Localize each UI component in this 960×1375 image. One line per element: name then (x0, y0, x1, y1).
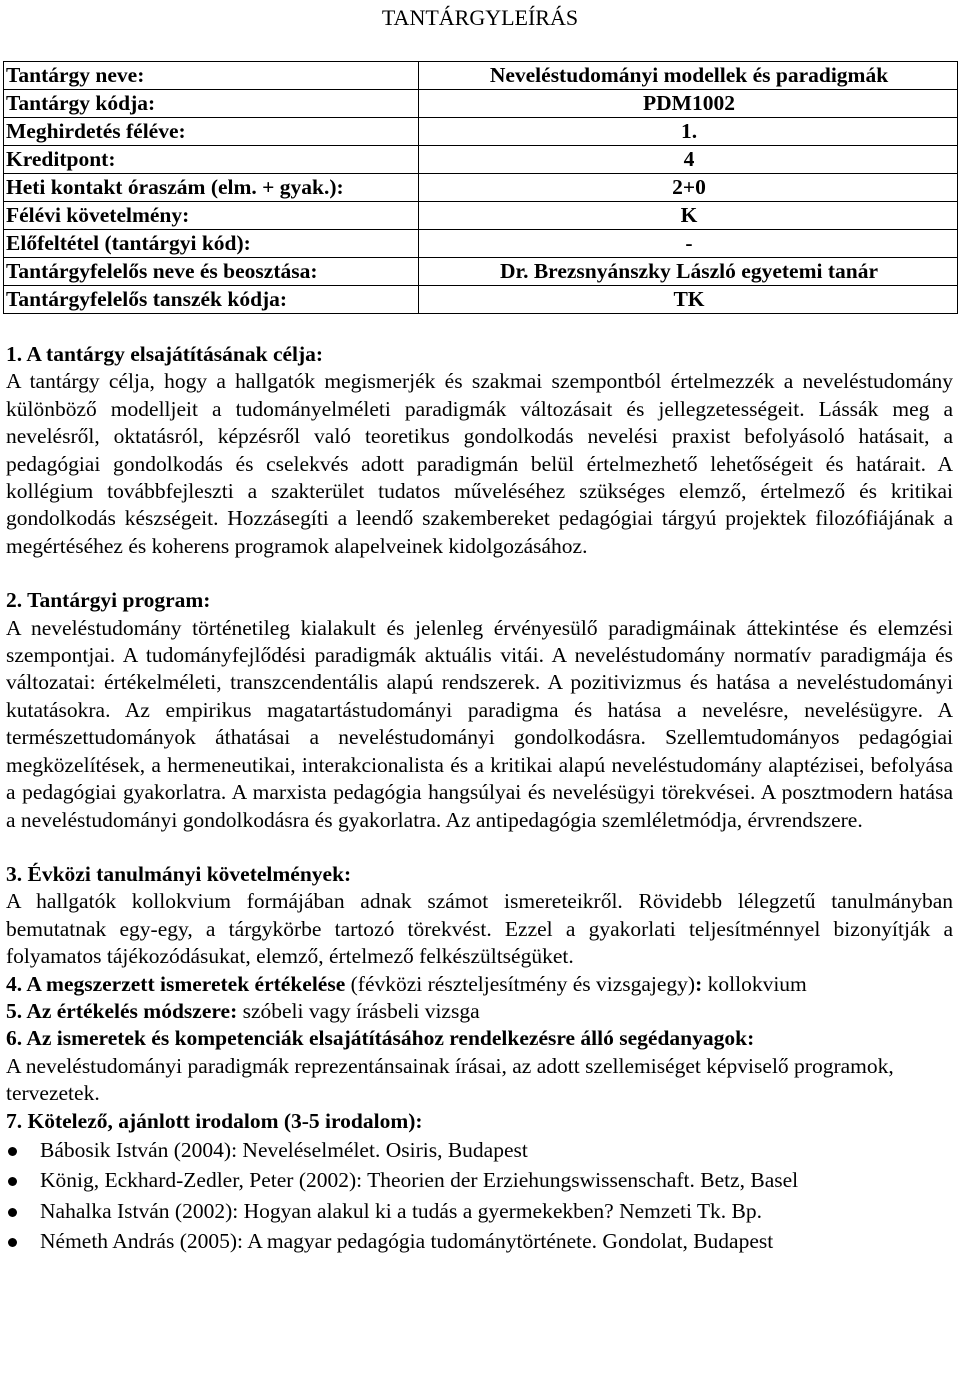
row-label: Félévi követelmény: (4, 202, 419, 230)
row-value: PDM1002 (419, 90, 958, 118)
section-4-value: kollokvium (707, 971, 807, 996)
table-row (4, 202, 958, 230)
section-4-heading: 4. A megszerzett ismeretek értékelése (6, 971, 346, 996)
bullet-icon (8, 1177, 17, 1186)
reference-text: Nahalka István (2002): Hogyan alakul ki a tudás a gyermekekben? Nemzeti Tk. Bp. (40, 1198, 763, 1223)
row-label: Heti kontakt óraszám (elm. + gyak.): (4, 174, 419, 202)
row-value: - (419, 230, 958, 258)
row-label: Kreditpont: (4, 146, 419, 174)
list-item (6, 1226, 953, 1257)
list-item (6, 1196, 953, 1227)
row-label: Tantárgy neve: (4, 62, 419, 90)
section-4-colon: : (695, 971, 708, 996)
row-label: Meghirdetés féléve: (4, 118, 419, 146)
section-3-heading: 3. Évközi tanulmányi követelmények: (6, 861, 352, 886)
table-row (4, 258, 958, 286)
section-7-heading: 7. Kötelező, ajánlott irodalom (3-5 irodalom): (6, 1108, 423, 1133)
bullet-icon (8, 1147, 17, 1156)
row-value: 2+0 (419, 174, 958, 202)
table-row (4, 174, 958, 202)
row-label: Tantárgyfelelős neve és beosztása: (4, 258, 419, 286)
table-row (4, 286, 958, 314)
row-label: Tantárgy kódja: (4, 90, 419, 118)
section-1-heading: 1. A tantárgy elsajátításának célja: (6, 342, 324, 366)
list-item (6, 1135, 953, 1166)
row-label: Előfeltétel (tantárgyi kód): (4, 230, 419, 258)
spacer (6, 560, 953, 587)
section-5-line (6, 998, 953, 1025)
section-4-line (6, 971, 953, 998)
reference-text: Németh András (2005): A magyar pedagógia tudománytörténete. Gondolat, Budapest (40, 1229, 774, 1254)
list-item (6, 1165, 953, 1196)
section-6-text: A neveléstudományi paradigmák reprezentánsainak írásai, az adott szellemiséget képviselő programok, tervezetek. (6, 1053, 894, 1106)
bullet-icon (8, 1238, 17, 1247)
reference-text: Bábosik István (2004): Neveléselmélet. Osiris, Budapest (40, 1137, 528, 1162)
reference-list (6, 1135, 953, 1257)
row-label: Tantárgyfelelős tanszék kódja: (4, 286, 419, 314)
reference-text: König, Eckhard-Zedler, Peter (2002): Theorien der Erziehungswissenschaft. Betz, Basel (40, 1168, 799, 1193)
table-row (4, 62, 958, 90)
row-value: K (419, 202, 958, 230)
section-2-heading: 2. Tantárgyi program: (6, 588, 211, 613)
row-value: Dr. Brezsnyánszky László egyetemi tanár (419, 258, 958, 286)
row-value: 1. (419, 118, 958, 146)
row-value: TK (419, 286, 958, 314)
document-body (6, 341, 953, 1257)
bullet-icon (8, 1208, 17, 1217)
section-1-text: A tantárgy célja, hogy a hallgatók megismerjék és szakmai szempontból értelmezzék a neveléstudomány különböző modelljeit a tudományelméleti paradigmák változásait és jellegzetességeit. Lássák meg a nevelésről, oktatásról, képzésről való teoretikus gondolkodás nevelési praxist befolyásoló hatásait, a pedagógiai gondolkodás és cselekvés adott paradigmán belül értelmezhető lehetőségeit és határait. A kollégium továbbfejleszti a szakterület tudatos műveléséhez szükséges elemző, értelmező és kritikai gondolkodás készségeit. Hozzásegíti a leendő szakembereket pedagógiai tárgyú projektek filozófiájának a megértéséhez és koherens programok alapelveinek kidolgozásához. (6, 369, 953, 558)
course-info-table (3, 61, 958, 314)
section-5-heading: 5. Az értékelés módszere: (6, 998, 238, 1023)
section-3-text: A hallgatók kollokvium formájában adnak számot ismereteikről. Rövidebb lélegzetű tanulmányban bemutatnak egy-egy, a tárgykörbe tartozó törekvést. Ezzel a gyakorlati teljesítménnyel bizonyítják a folyamatos tájékozódásukat, elemző, értelmező felkészültségüket. (6, 889, 953, 969)
section-2-text: A neveléstudomány történetileg kialakult és jelenleg érvényesülő paradigmáinak áttekintése és elemzési szempontjai. A tudományfejlődési paradigmák aktuális vitái. A neveléstudomány normatív paradigmája és változatai: értékelméleti, transzcendentális alapú rendszerek. A pozitivizmus és hatása a neveléstudományi kutatásokra. Az empirikus magatartástudományi paradigma és hatása a nevelésre, nevelésügyre. A természettudományok áthatásai a neveléstudományi gondolkodásra. Szellemtudományos pedagógiai megközelítések, a hermeneutikai, interakcionalista és a kritikai alapú neveléstudomány alaptézisei, befolyása a pedagógiai gyakorlatra. A marxista pedagógia hangsúlyai és nevelésügyi törekvései. A posztmodern hatása a neveléstudományi gondolkodásra és gyakorlatra. Az antipedagógia szemléletmódja, érvrendszere. (6, 615, 953, 832)
row-value: 4 (419, 146, 958, 174)
table-row (4, 146, 958, 174)
section-4-note: (févközi részteljesítmény és vizsgajegy) (345, 971, 696, 996)
row-value: Neveléstudományi modellek és paradigmák (419, 62, 958, 90)
table-row (4, 230, 958, 258)
section-5-value: szóbeli vagy írásbeli vizsga (237, 998, 480, 1023)
document-title: TANTÁRGYLEÍRÁS (381, 5, 579, 30)
spacer (6, 834, 953, 861)
table-row (4, 118, 958, 146)
section-6-heading: 6. Az ismeretek és kompetenciák elsajátításához rendelkezésre álló segédanyagok: (6, 1026, 755, 1051)
table-row (4, 90, 958, 118)
